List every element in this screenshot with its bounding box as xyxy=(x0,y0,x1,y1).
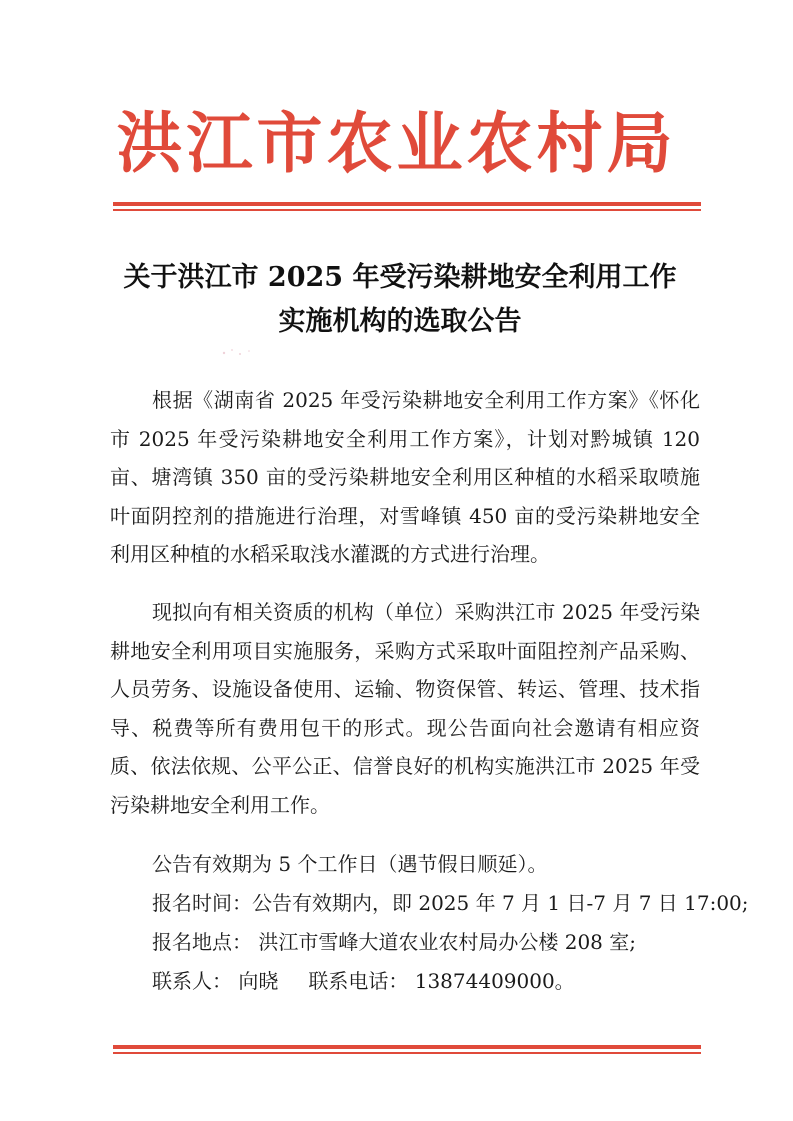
letterhead-divider xyxy=(113,202,701,211)
contact-person: 联系人： 向晓 xyxy=(152,969,279,993)
registration-time: 报名时间：公告有效期内，即 2025 年 7 月 1 日-7 月 7 日 17:00; xyxy=(152,891,749,915)
letterhead-title: 洪江市农业农村局 xyxy=(116,104,677,182)
footer-divider-thick-line xyxy=(113,1045,701,1049)
registration-place: 报名地点： 洪江市雪峰大道农业农村局办公楼 208 室; xyxy=(152,930,636,954)
divider-thick-line xyxy=(113,202,701,206)
footer-divider-thin-line xyxy=(113,1052,701,1054)
document-title-line-2: 实施机构的选取公告 xyxy=(278,306,522,337)
contact-phone: 联系电话： 13874409000。 xyxy=(308,969,575,993)
footer-divider xyxy=(113,1045,701,1054)
scan-smudge-mark xyxy=(218,345,258,359)
paragraph-basis: 根据《湖南省 2025 年受污染耕地安全利用工作方案》《怀化市 2025 年受污染耕地安全利用工作方案》，计划对黔城镇 120 亩、塘湾镇 350 亩的受污染耕地安全利用区种植的水稻采取喷施叶面阴控剂的措施进行治理，对雪峰镇 450 亩的受污染耕地安全利用区种植的水稻采取浅水灌溉的方式进行治理。 xyxy=(110,388,700,566)
contact-line xyxy=(152,962,575,1000)
validity-period: 公告有效期为 5 个工作日（遇节假日顺延）。 xyxy=(152,852,548,876)
document-title-line-1: 关于洪江市 2025 年受污染耕地安全利用工作 xyxy=(123,262,677,293)
divider-thin-line xyxy=(113,209,701,211)
paragraph-procurement: 现拟向有相关资质的机构（单位）采购洪江市 2025 年受污染耕地安全利用项目实施服务，采购方式采取叶面阻控剂产品采购、人员劳务、设施设备使用、运输、物资保管、转运、管理、技术指导、税费等所有费用包干的形式。现公告面向社会邀请有相应资质、依法依规、公平公正、信誉良好的机构实施洪江市 2025 年受污染耕地安全利用工作。 xyxy=(110,600,700,817)
